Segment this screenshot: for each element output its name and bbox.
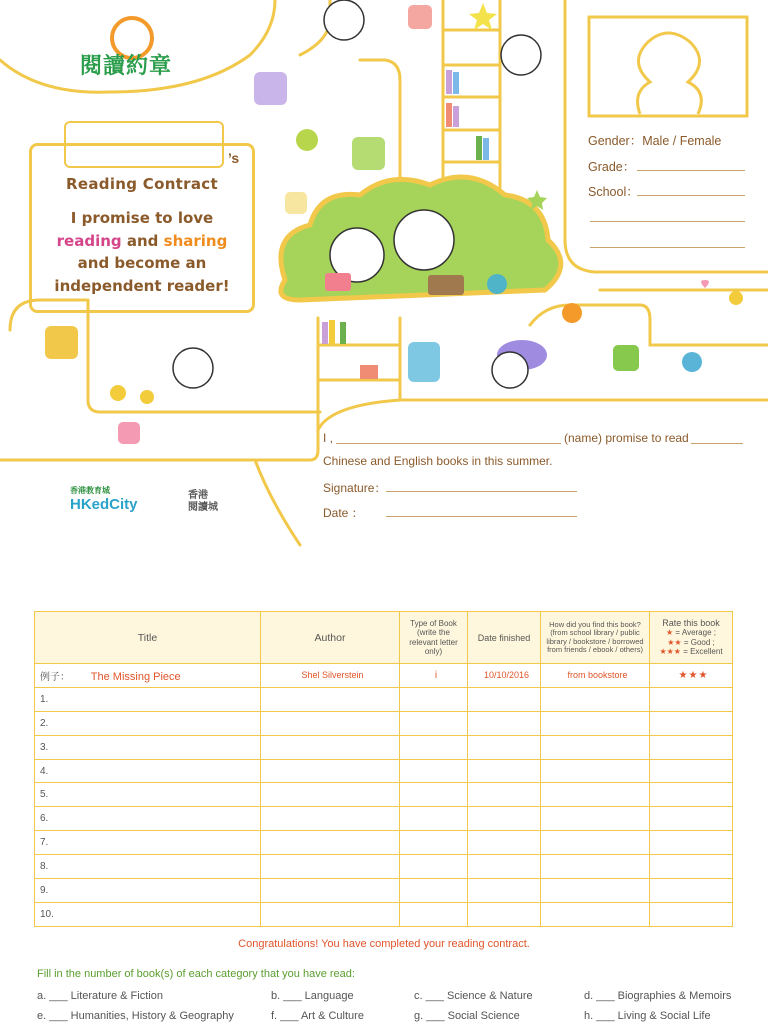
row-author-cell[interactable]: [261, 831, 400, 855]
date-label: Date ：: [323, 506, 364, 520]
category-g[interactable]: g. ___ Social Science: [414, 1010, 520, 1022]
category-e[interactable]: e. ___ Humanities, History & Geography: [37, 1010, 234, 1022]
row-date-cell[interactable]: [468, 855, 541, 879]
row-rating-cell[interactable]: [650, 831, 733, 855]
date-field[interactable]: [386, 516, 577, 517]
row-how-cell[interactable]: [541, 735, 650, 759]
row-title-cell[interactable]: 5.: [35, 783, 261, 807]
row-title-cell[interactable]: 10.: [35, 902, 261, 926]
row-title-cell[interactable]: 2.: [35, 711, 261, 735]
readcity-logo: [188, 490, 218, 514]
row-how-cell[interactable]: [541, 902, 650, 926]
contract-statement: [29, 143, 255, 313]
row-author-cell[interactable]: [261, 879, 400, 903]
category-d[interactable]: d. ___ Biographies & Memoirs: [584, 990, 732, 1002]
row-type-cell[interactable]: [400, 759, 468, 783]
example-date: 10/10/2016: [468, 664, 541, 688]
category-f[interactable]: f. ___ Art & Culture: [271, 1010, 364, 1022]
example-rating: ★★★: [650, 664, 733, 688]
promise-line-1: I promise to love: [70, 209, 214, 227]
rate-average-label: = Average ;: [675, 628, 716, 637]
row-type-cell[interactable]: [400, 879, 468, 903]
hkedcity-logo: [70, 486, 138, 513]
table-row: [35, 902, 733, 926]
row-how-cell[interactable]: [541, 759, 650, 783]
hkedcity-chinese-name: 香港教育城: [70, 486, 110, 495]
category-b[interactable]: b. ___ Language: [271, 990, 354, 1002]
readcity-line-2: 閱讀城: [188, 502, 218, 513]
row-type-cell[interactable]: [400, 687, 468, 711]
school-field-line-2[interactable]: [590, 221, 745, 222]
book-count-field[interactable]: [691, 443, 743, 444]
row-author-cell[interactable]: [261, 855, 400, 879]
row-date-cell[interactable]: [468, 783, 541, 807]
row-type-cell[interactable]: [400, 855, 468, 879]
reading-word: reading: [56, 231, 122, 250]
pledge-prefix: I ,: [323, 431, 334, 445]
rate-excellent-row: ★★★ = Excellent: [659, 647, 723, 656]
row-title-cell[interactable]: 3.: [35, 735, 261, 759]
example-row: [35, 664, 733, 688]
title-header: Title: [35, 612, 261, 664]
row-title-cell[interactable]: 7.: [35, 831, 261, 855]
and-word: and: [126, 231, 159, 250]
row-date-cell[interactable]: [468, 807, 541, 831]
row-date-cell[interactable]: [468, 735, 541, 759]
hkedcity-name: HKedCity: [70, 496, 138, 513]
table-row: [35, 807, 733, 831]
gender-label: Gender：Male / Female: [588, 134, 722, 148]
reading-contract-logo: [80, 49, 172, 80]
table-row: [35, 831, 733, 855]
row-rating-cell[interactable]: [650, 687, 733, 711]
row-author-cell[interactable]: [261, 783, 400, 807]
row-type-cell[interactable]: [400, 807, 468, 831]
fill-instruction: Fill in the number of book(s) of each category that you have read:: [37, 968, 355, 980]
contract-title: Reading Contract: [66, 175, 218, 193]
congratulations-text: Congratulations! You have completed your reading contract.: [238, 938, 530, 950]
rate-good-row: ★★ = Good ;: [667, 637, 715, 647]
row-how-cell[interactable]: [541, 807, 650, 831]
row-how-cell[interactable]: [541, 711, 650, 735]
row-how-cell[interactable]: [541, 855, 650, 879]
row-date-cell[interactable]: [468, 831, 541, 855]
example-label: 例子：: [40, 671, 70, 683]
example-how: from bookstore: [541, 664, 650, 688]
row-date-cell[interactable]: [468, 711, 541, 735]
example-type: i: [400, 664, 468, 688]
table-row: [35, 735, 733, 759]
type-header: Type of Book (write the relevant letter only): [400, 612, 468, 664]
category-h[interactable]: h. ___ Living & Social Life: [584, 1010, 711, 1022]
row-title-cell[interactable]: 4.: [35, 759, 261, 783]
row-how-cell[interactable]: [541, 831, 650, 855]
row-title-cell[interactable]: 8.: [35, 855, 261, 879]
table-row: [35, 711, 733, 735]
row-how-cell[interactable]: [541, 783, 650, 807]
table-row: [35, 687, 733, 711]
rate-average-row: ★ = Average ;: [666, 628, 716, 637]
table-row: [35, 855, 733, 879]
signature-label: Signature：: [323, 481, 387, 495]
row-date-cell[interactable]: [468, 902, 541, 926]
row-rating-cell[interactable]: [650, 879, 733, 903]
promise-line-4: independent reader!: [54, 276, 230, 295]
row-author-cell[interactable]: [261, 759, 400, 783]
row-author-cell[interactable]: [261, 902, 400, 926]
row-type-cell[interactable]: [400, 831, 468, 855]
grade-field[interactable]: [637, 170, 745, 171]
rate-good-label: = Good ;: [683, 637, 715, 647]
row-rating-cell[interactable]: [650, 759, 733, 783]
grade-label: Grade：: [588, 160, 636, 174]
table-row: [35, 759, 733, 783]
table-row: [35, 879, 733, 903]
rate-header: [650, 612, 733, 664]
row-rating-cell[interactable]: [650, 807, 733, 831]
example-title-cell: [35, 664, 261, 688]
row-author-cell[interactable]: [261, 807, 400, 831]
row-type-cell[interactable]: [400, 783, 468, 807]
how-header: How did you find this book? (from school library / public library / bookstore / borrowed from friends / ebook / others): [541, 612, 650, 664]
pledge-mid-text: (name) promise to read: [564, 431, 689, 445]
table-row: [35, 783, 733, 807]
date-header: Date finished: [468, 612, 541, 664]
school-label: School：: [588, 185, 639, 199]
log-rows: [35, 687, 733, 926]
category-c[interactable]: c. ___ Science & Nature: [414, 990, 533, 1002]
promise-line-3: and become an: [77, 254, 207, 272]
sharing-word: sharing: [163, 231, 228, 250]
readcity-line-1: 香港: [188, 490, 208, 501]
row-rating-cell[interactable]: [650, 711, 733, 735]
reading-log-table: [34, 611, 733, 927]
school-field[interactable]: [637, 195, 745, 196]
school-field-line-3[interactable]: [590, 247, 745, 248]
row-how-cell[interactable]: [541, 879, 650, 903]
row-author-cell[interactable]: [261, 687, 400, 711]
row-title-cell[interactable]: 6.: [35, 807, 261, 831]
example-author: Shel Silverstein: [261, 664, 400, 688]
row-rating-cell[interactable]: [650, 855, 733, 879]
row-date-cell[interactable]: [468, 687, 541, 711]
pledge-line-1: [323, 431, 333, 445]
row-title-cell[interactable]: 1.: [35, 687, 261, 711]
signature-field[interactable]: [386, 491, 577, 492]
rate-excellent-label: = Excellent: [683, 647, 723, 656]
row-type-cell[interactable]: [400, 735, 468, 759]
pledge-line-2: Chinese and English books in this summer.: [323, 454, 553, 468]
rate-title: Rate this book: [662, 617, 720, 628]
category-a[interactable]: a. ___ Literature & Fiction: [37, 990, 163, 1002]
row-rating-cell[interactable]: [650, 902, 733, 926]
row-rating-cell[interactable]: [650, 735, 733, 759]
row-author-cell[interactable]: [261, 711, 400, 735]
promise-line-2: [29, 230, 255, 253]
logo-text: 閱讀約章: [80, 53, 173, 78]
row-rating-cell[interactable]: [650, 783, 733, 807]
author-header: Author: [261, 612, 400, 664]
possessive-suffix: ’s: [228, 150, 240, 166]
row-how-cell[interactable]: [541, 687, 650, 711]
table-header-row: [35, 612, 733, 664]
promise-text: [29, 207, 255, 297]
row-title-cell[interactable]: 9.: [35, 879, 261, 903]
row-date-cell[interactable]: [468, 879, 541, 903]
row-type-cell[interactable]: [400, 711, 468, 735]
row-author-cell[interactable]: [261, 735, 400, 759]
example-title: The Missing Piece: [90, 670, 181, 683]
row-date-cell[interactable]: [468, 759, 541, 783]
row-type-cell[interactable]: [400, 902, 468, 926]
name-field[interactable]: [336, 443, 561, 444]
